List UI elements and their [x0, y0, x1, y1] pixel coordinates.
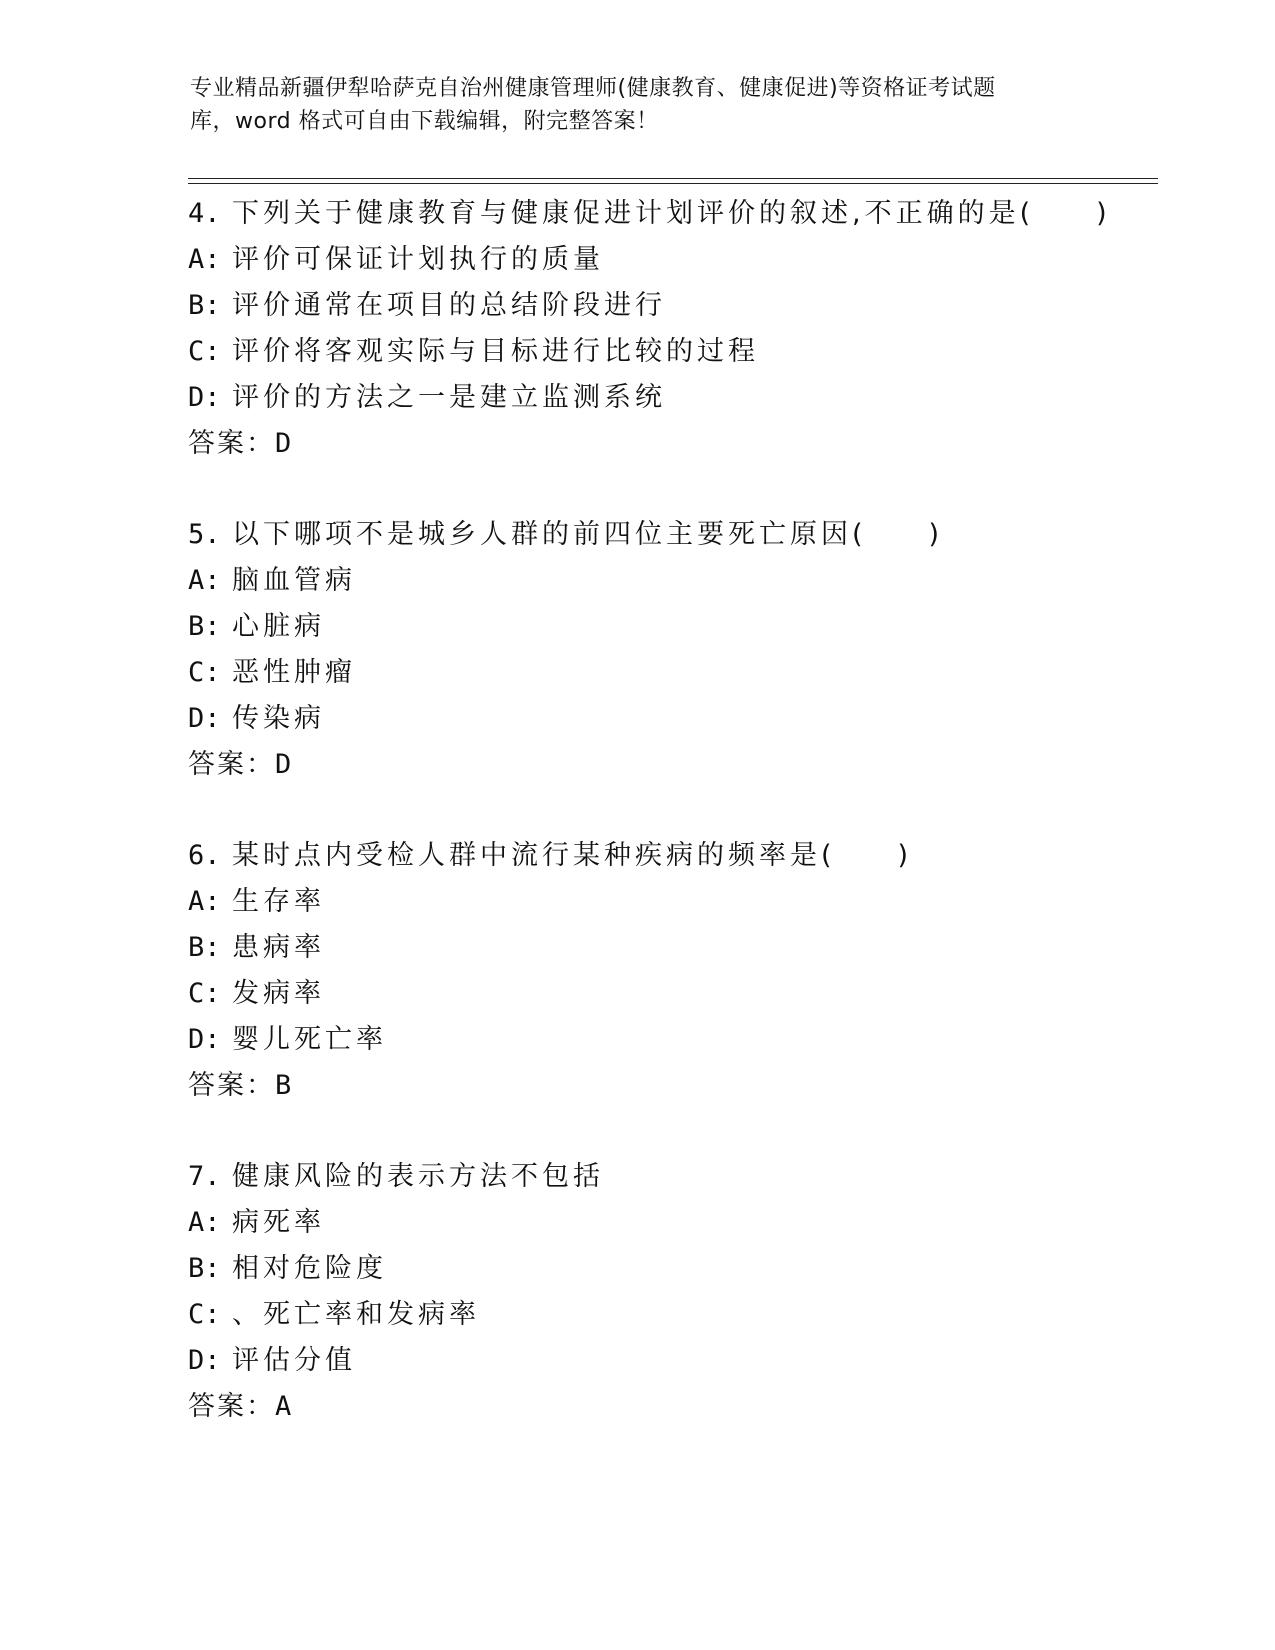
option-key: C: — [188, 657, 221, 688]
option-key: A: — [188, 886, 221, 917]
option-text: 心脏病 — [232, 611, 325, 642]
document-header — [190, 72, 1090, 138]
option-c — [188, 971, 1148, 1017]
answer-line — [188, 1384, 1148, 1430]
option-a — [188, 1200, 1148, 1246]
answer-value: D — [275, 428, 294, 459]
answer-label: 答案： — [188, 1391, 275, 1422]
option-b — [188, 604, 1148, 650]
option-text: 恶性肿瘤 — [232, 657, 356, 688]
header-line-2: 库，word 格式可自由下载编辑，附完整答案！ — [190, 109, 659, 134]
option-text: 评价可保证计划执行的质量 — [232, 244, 604, 275]
option-a — [188, 558, 1148, 604]
option-key: C: — [188, 1299, 221, 1330]
option-key: C: — [188, 978, 221, 1009]
question-number: 4. — [188, 198, 221, 229]
option-key: D: — [188, 703, 221, 734]
question-text: 以下哪项不是城乡人群的前四位主要死亡原因( ) — [232, 519, 944, 550]
question-text: 健康风险的表示方法不包括 — [232, 1161, 604, 1192]
header-divider-top — [188, 178, 1158, 179]
answer-value: A — [275, 1391, 294, 1422]
option-key: D: — [188, 1345, 221, 1376]
option-c — [188, 650, 1148, 696]
option-text: 发病率 — [232, 978, 325, 1009]
option-text: 评价的方法之一是建立监测系统 — [232, 382, 666, 413]
option-text: 病死率 — [232, 1207, 325, 1238]
question-4 — [188, 191, 1148, 512]
answer-label: 答案： — [188, 749, 275, 780]
answer-line — [188, 1063, 1148, 1109]
option-key: C: — [188, 336, 221, 367]
answer-line — [188, 421, 1148, 467]
question-7 — [188, 1154, 1148, 1475]
option-key: B: — [188, 290, 221, 321]
header-line-1: 专业精品新疆伊犁哈萨克自治州健康管理师(健康教育、健康促进)等资格证考试题 — [190, 76, 996, 101]
option-key: B: — [188, 932, 221, 963]
answer-label: 答案： — [188, 1070, 275, 1101]
question-stem — [188, 833, 1148, 879]
option-text: 生存率 — [232, 886, 325, 917]
option-text: 评价将客观实际与目标进行比较的过程 — [232, 336, 759, 367]
option-d — [188, 696, 1148, 742]
option-a — [188, 879, 1148, 925]
question-5 — [188, 512, 1148, 833]
option-key: A: — [188, 565, 221, 596]
option-key: A: — [188, 1207, 221, 1238]
question-text: 某时点内受检人群中流行某种疾病的频率是( ) — [232, 840, 913, 871]
question-number: 6. — [188, 840, 221, 871]
answer-label: 答案： — [188, 428, 275, 459]
option-text: 相对危险度 — [232, 1253, 387, 1284]
question-number: 7. — [188, 1161, 221, 1192]
question-text: 下列关于健康教育与健康促进计划评价的叙述,不正确的是( ) — [232, 198, 1111, 229]
option-text: 评价通常在项目的总结阶段进行 — [232, 290, 666, 321]
question-6 — [188, 833, 1148, 1154]
option-text: 患病率 — [232, 932, 325, 963]
option-a — [188, 237, 1148, 283]
option-key: D: — [188, 382, 221, 413]
option-text: 传染病 — [232, 703, 325, 734]
option-text: 脑血管病 — [232, 565, 356, 596]
answer-line — [188, 742, 1148, 788]
option-key: D: — [188, 1024, 221, 1055]
option-b — [188, 1246, 1148, 1292]
option-key: B: — [188, 1253, 221, 1284]
header-divider-bottom — [188, 183, 1158, 184]
question-stem — [188, 512, 1148, 558]
question-list — [188, 191, 1148, 1475]
option-text: 婴儿死亡率 — [232, 1024, 387, 1055]
option-text: 评估分值 — [232, 1345, 356, 1376]
option-b — [188, 283, 1148, 329]
question-stem — [188, 191, 1148, 237]
option-d — [188, 1017, 1148, 1063]
option-key: A: — [188, 244, 221, 275]
option-text: 、死亡率和发病率 — [232, 1299, 480, 1330]
question-stem — [188, 1154, 1148, 1200]
option-c — [188, 329, 1148, 375]
answer-value: D — [275, 749, 294, 780]
option-b — [188, 925, 1148, 971]
option-d — [188, 1338, 1148, 1384]
question-number: 5. — [188, 519, 221, 550]
answer-value: B — [275, 1070, 294, 1101]
option-c — [188, 1292, 1148, 1338]
option-key: B: — [188, 611, 221, 642]
option-d — [188, 375, 1148, 421]
